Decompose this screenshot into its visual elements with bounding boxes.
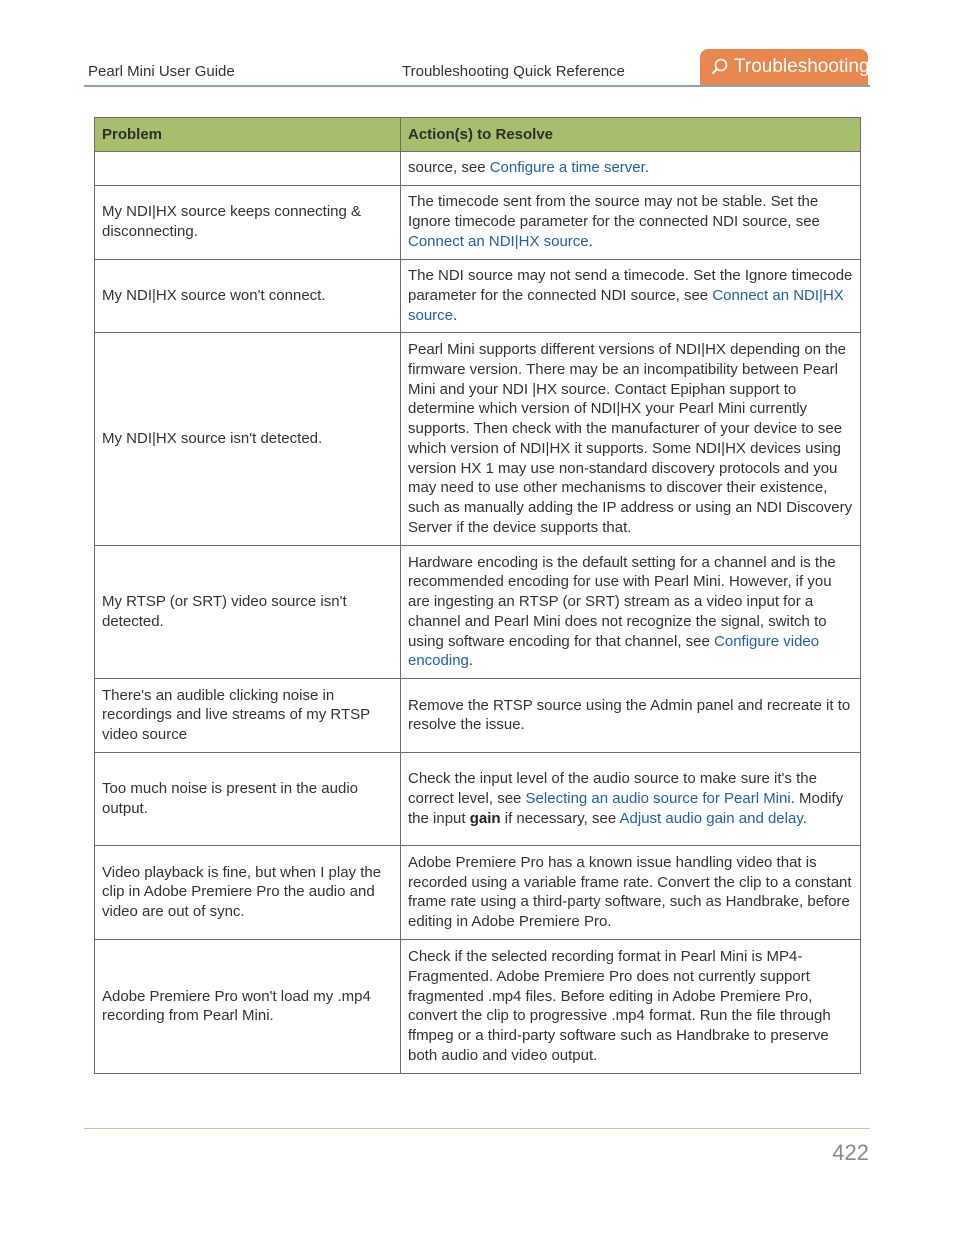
table-row	[95, 940, 861, 1074]
table-row	[95, 546, 861, 679]
action-cell: Adobe Premiere Pro has a known issue handling video that is recorded using a variable frame rate. Convert the clip to a constant frame rate using a third-party software, such as Handbrake, before editing in Adobe Premiere Pro.	[401, 846, 861, 940]
table-row	[95, 846, 861, 940]
page-number: 422	[832, 1140, 869, 1165]
header-divider	[84, 85, 870, 87]
action-cell: Pearl Mini supports different versions of NDI|HX depending on the firmware version. There may be an incompatibility between Pearl Mini and your NDI |HX source. Contact Epiphan support to determine which version of NDI|HX your Pearl Mini currently supports. Then check with the manufacturer of your device to see which version of NDI|HX it supports. Some NDI|HX devices using version HX 1 may use non-standard discovery protocols and you may need to use other mechanisms to discover their existence, such as manually adding the IP address or using an NDI Discovery Server if the device supports that.	[401, 333, 861, 546]
problem-cell: Video playback is fine, but when I play the clip in Adobe Premiere Pro the audio and video are out of sync.	[95, 846, 401, 940]
footer-divider	[84, 1128, 870, 1129]
column-header-problem: Problem	[95, 118, 401, 152]
configure-time-server-link[interactable]: Configure a time server	[489, 159, 645, 177]
troubleshooting-table	[94, 117, 861, 1074]
action-cell: Check if the selected recording format in Pearl Mini is MP4-Fragmented. Adobe Premiere Pro does not currently support fragmented .mp4 files. Before editing in Adobe Premiere Pro, convert the clip to progressive .mp4 format. Run the file through ffmpeg or a third-party software such as Handbrake to preserve both audio and video output.	[401, 940, 861, 1074]
configure-video-encoding-link[interactable]: Configure video encoding	[408, 632, 820, 670]
table-row	[95, 186, 861, 260]
problem-cell: My NDI|HX source won't connect.	[95, 260, 401, 333]
action-cell: source, see Configure a time server.	[401, 152, 861, 186]
troubleshooting-tab[interactable]	[700, 49, 868, 85]
guide-title: Pearl Mini User Guide	[88, 63, 235, 80]
table-row	[95, 333, 861, 546]
problem-cell: Too much noise is present in the audio output.	[95, 753, 401, 846]
table-row	[95, 753, 861, 846]
problem-cell: My RTSP (or SRT) video source isn't detected.	[95, 546, 401, 679]
action-cell: Hardware encoding is the default setting for a channel and is the recommended encoding for use with Pearl Mini. However, if you are ingesting an RTSP (or SRT) stream as a video input for a channel and Pearl Mini does not recognize the signal, switch to using software encoding for that channel, see Configure video encoding.	[401, 546, 861, 679]
action-cell: The NDI source may not send a timecode. Set the Ignore timecode parameter for the connected NDI source, see Connect an NDI|HX source.	[401, 260, 861, 333]
problem-cell: There's an audible clicking noise in recordings and live streams of my RTSP video source	[95, 679, 401, 753]
action-cell: Check the input level of the audio source to make sure it's the correct level, see Selecting an audio source for Pearl Mini. Modify the input gain if necessary, see Adjust audio gain and delay.	[401, 753, 861, 846]
section-title: Troubleshooting Quick Reference	[402, 63, 625, 80]
problem-cell: My NDI|HX source keeps connecting & disconnecting.	[95, 186, 401, 260]
connect-ndi-hx-source-link[interactable]: Connect an NDI|HX source	[408, 286, 844, 324]
problem-cell	[95, 152, 401, 186]
action-cell: Remove the RTSP source using the Admin panel and recreate it to resolve the issue.	[401, 679, 861, 753]
table-row	[95, 260, 861, 333]
problem-cell: My NDI|HX source isn't detected.	[95, 333, 401, 546]
table-row	[95, 152, 861, 186]
selecting-audio-source-link[interactable]: Selecting an audio source for Pearl Mini	[525, 789, 791, 807]
gain-term: gain	[469, 809, 501, 827]
magnifier-icon	[710, 57, 730, 77]
action-cell: The timecode sent from the source may not be stable. Set the Ignore timecode parameter for the connected NDI source, see Connect an NDI|HX source.	[401, 186, 861, 260]
table-header-row	[95, 118, 861, 152]
tab-label: Troubleshooting	[734, 56, 870, 77]
adjust-audio-gain-link[interactable]: Adjust audio gain and delay	[619, 809, 803, 827]
connect-ndi-hx-source-link[interactable]: Connect an NDI|HX source	[408, 232, 589, 250]
problem-cell: Adobe Premiere Pro won't load my .mp4 recording from Pearl Mini.	[95, 940, 401, 1074]
table-row	[95, 679, 861, 753]
column-header-action: Action(s) to Resolve	[401, 118, 861, 152]
